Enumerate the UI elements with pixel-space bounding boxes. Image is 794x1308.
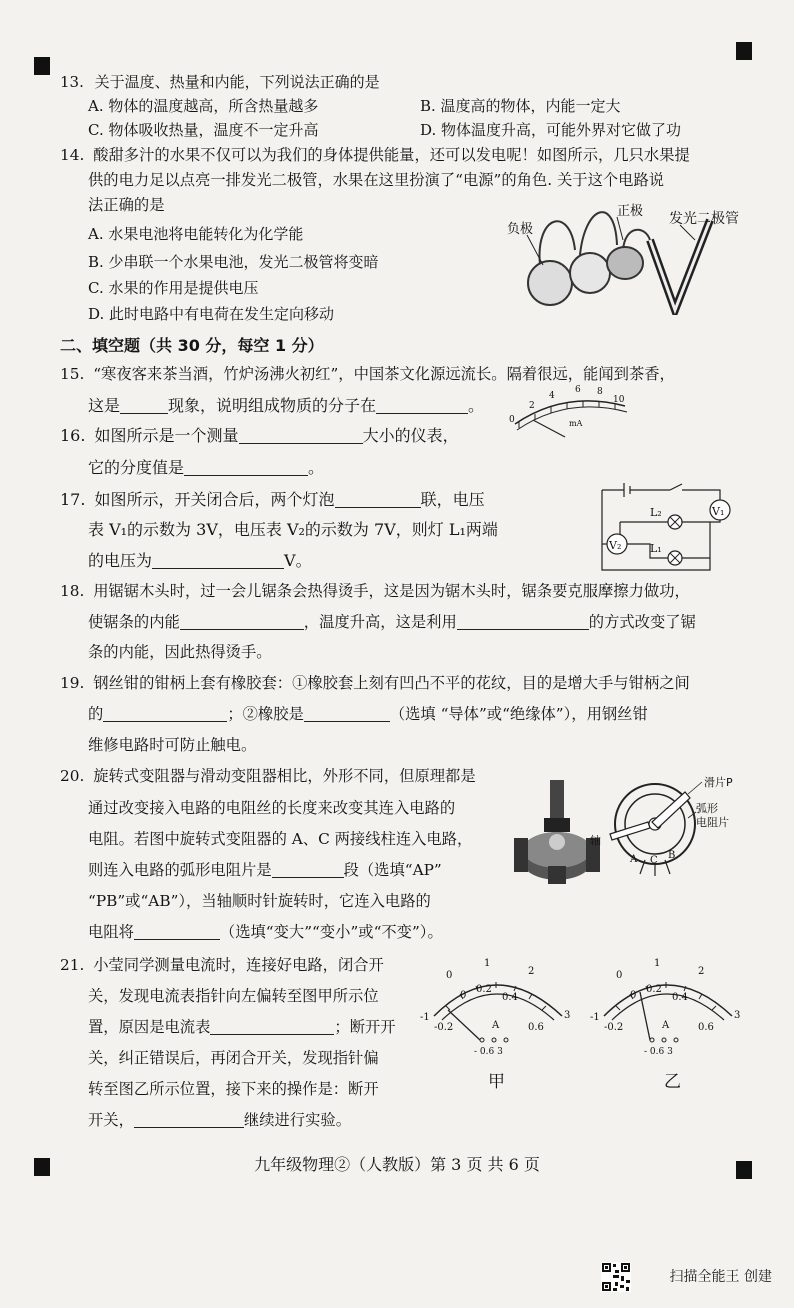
question-20-line2: 通过改变接入电路的电阻丝的长度来改变其连入电路的	[88, 799, 456, 817]
answer-blank[interactable]	[239, 425, 363, 444]
option-a: A. 物体的温度越高，所含热量越多	[88, 97, 319, 115]
fruit-battery-figure	[505, 195, 765, 315]
lamp-l2-label: L₂	[650, 506, 662, 519]
scanner-watermark: 扫描全能王 创建	[669, 1269, 772, 1285]
answer-blank[interactable]	[272, 859, 344, 878]
question-number: 16.	[60, 426, 86, 445]
voltmeter-v1-label: V₁	[712, 505, 725, 518]
tick-inner: 0.4	[672, 992, 688, 1003]
label-arc-line2: 电阻片	[696, 816, 729, 829]
question-number: 13.	[60, 73, 84, 91]
answer-blank[interactable]	[376, 395, 468, 414]
milliammeter-figure	[505, 382, 635, 442]
question-17-line3: 的电压为 V。	[88, 551, 312, 570]
ammeter-yi	[588, 958, 748, 1056]
question-number: 14.	[60, 146, 85, 164]
meter-unit: mA	[569, 419, 583, 428]
tick-outer: 1	[484, 958, 491, 969]
terminal-a: A	[630, 854, 638, 865]
question-20-line6: 电阻将 （选填“变大”“变小”或“不变”）。	[88, 923, 443, 941]
question-21-line4: 关，纠正错误后，再闭合开关，发现指针偏	[88, 1049, 379, 1067]
question-14: 14. 酸甜多汁的水果不仅可以为我们的身体提供能量，还可以发电呢！如图所示，几只水果提	[60, 146, 690, 164]
question-15-line2: 这是 现象，说明组成物质的分子在 。	[88, 396, 485, 415]
question-18-line2: 使锯条的内能 ，温度升高，这是利用 的方式改变了锯	[88, 613, 696, 631]
terminal-labels: - 0.6 3	[474, 1047, 503, 1056]
option-d: D. 物体温度升高，可能外界对它做了功	[420, 121, 682, 139]
tick-outer: 3	[734, 1010, 741, 1021]
tick-outer: 3	[564, 1010, 571, 1021]
tick-outer: -1	[420, 1012, 430, 1023]
rotary-rheostat-photo	[512, 778, 602, 886]
question-number: 21.	[60, 956, 85, 974]
question-17-line2: 表 V₁的示数为 3V，电压表 V₂的示数为 7V，则灯 L₁两端	[88, 520, 498, 539]
label-arc-line1: 弧形	[696, 802, 718, 815]
question-21-line2: 关，发现电流表指针向左偏转至图甲所示位	[88, 987, 379, 1005]
tick-label: 6	[575, 385, 581, 395]
question-number: 19.	[60, 674, 85, 692]
question-18: 18. 用锯锯木头时，过一会儿锯条会热得烫手，这是因为锯木头时，锯条要克服摩擦力做功，	[60, 582, 690, 600]
ammeter-jia	[418, 958, 578, 1056]
question-number: 18.	[60, 582, 85, 600]
section-title: 二、填空题（共 30 分，每空 1 分）	[60, 336, 324, 355]
option-b: B. 少串联一个水果电池，发光二极管将变暗	[88, 253, 379, 271]
caption-jia: 甲	[488, 1072, 505, 1092]
question-number: 15.	[60, 365, 85, 383]
question-16: 16. 如图所示是一个测量 大小的仪表，	[60, 426, 459, 445]
tick-inner: 0.2	[646, 984, 662, 995]
answer-blank[interactable]	[134, 1109, 244, 1128]
question-21-line6: 开关， 继续进行实验。	[88, 1111, 351, 1129]
option-d: D. 此时电路中有电荷在发生定向移动	[88, 305, 335, 323]
tick-outer: 2	[698, 966, 705, 977]
question-16-line2: 它的分度值是 。	[88, 458, 325, 477]
answer-blank[interactable]	[210, 1016, 334, 1035]
tick-inner: 0.2	[476, 984, 492, 995]
tick-inner: 0	[630, 990, 637, 1001]
question-stem: 关于温度、热量和内能，下列说法正确的是	[94, 73, 380, 91]
question-20-line4: 则连入电路的弧形电阻片是 段（选填“AP”	[88, 861, 442, 879]
answer-blank[interactable]	[103, 703, 227, 722]
question-20-line5: “PB”或“AB”），当轴顺时针旋转时，它连入电路的	[88, 892, 431, 910]
tick-label: 8	[597, 387, 603, 397]
question-14-line2: 供的电力足以点亮一排发光二极管，水果在这里扮演了“电源”的角色. 关于这个电路说	[88, 171, 665, 189]
question-21: 21. 小莹同学测量电流时，连接好电路，闭合开	[60, 956, 384, 974]
option-c: C. 物体吸收热量，温度不一定升高	[88, 121, 319, 139]
question-19-line2: 的 ；②橡胶是 （选填 “导体”或“绝缘体”），用钢丝钳	[88, 705, 648, 723]
tick-outer: 0	[446, 970, 453, 981]
option-c: C. 水果的作用是提供电压	[88, 279, 259, 297]
voltmeter-v2-label: V₂	[609, 539, 622, 552]
label-positive-pole: 正极	[617, 204, 644, 219]
qr-code-icon	[601, 1262, 631, 1292]
circuit-diagram	[590, 480, 740, 580]
question-14-line3: 法正确的是	[88, 196, 165, 214]
rotary-rheostat-diagram	[590, 772, 750, 880]
question-21-line3: 置，原因是电流表 ；断开开	[88, 1018, 396, 1036]
answer-blank[interactable]	[134, 921, 220, 940]
tick-inner: 0	[460, 990, 467, 1001]
answer-blank[interactable]	[457, 611, 589, 630]
label-led: 发光二极管	[669, 211, 739, 227]
meter-unit: A	[492, 1020, 500, 1031]
question-21-line5: 转至图乙所示位置，接下来的操作是：断开	[88, 1080, 379, 1098]
tick-outer: -1	[590, 1012, 600, 1023]
tick-outer: 0	[616, 970, 623, 981]
registration-mark-top-right	[736, 42, 752, 60]
answer-blank[interactable]	[152, 550, 284, 569]
tick-inner: 0.6	[698, 1022, 714, 1033]
terminal-labels: - 0.6 3	[644, 1047, 673, 1056]
answer-blank[interactable]	[304, 703, 390, 722]
answer-blank[interactable]	[180, 611, 304, 630]
option-a: A. 水果电池将电能转化为化学能	[88, 225, 304, 243]
terminal-b: B	[668, 850, 676, 861]
answer-blank[interactable]	[120, 395, 168, 414]
tick-label: 0	[509, 415, 515, 425]
question-15: 15. “寒夜客来茶当酒，竹炉汤沸火初红”，中国茶文化源远流长。隔着很远，能闻到茶香，	[60, 365, 675, 383]
question-18-line3: 条的内能，因此热得烫手。	[88, 643, 272, 661]
tick-outer: 2	[528, 966, 535, 977]
meter-unit: A	[662, 1020, 670, 1031]
label-slider-p: 滑片P	[704, 776, 733, 789]
caption-yi: 乙	[664, 1072, 681, 1092]
question-13	[60, 70, 380, 94]
question-19-line3: 维修电路时可防止触电。	[88, 736, 257, 754]
tick-label: 10	[613, 395, 625, 405]
tick-label: 2	[529, 401, 535, 411]
question-number: 17.	[60, 490, 86, 509]
question-20-line3: 电阻。若图中旋转式变阻器的 A、C 两接线柱连入电路，	[88, 830, 473, 848]
question-19: 19. 钢丝钳的钳柄上套有橡胶套：①橡胶套上刻有凹凸不平的花纹，目的是增大手与钳柄之间	[60, 674, 690, 692]
option-b: B. 温度高的物体，内能一定大	[420, 97, 621, 115]
tick-inner: -0.2	[434, 1022, 454, 1033]
question-number: 20.	[60, 767, 85, 785]
tick-label: 4	[549, 391, 555, 401]
tick-outer: 1	[654, 958, 661, 969]
terminal-c: C	[650, 855, 658, 866]
page-footer: 九年级物理②（人教版）第 3 页 共 6 页	[254, 1155, 540, 1174]
registration-mark-top-left	[34, 57, 50, 75]
tick-inner: 0.6	[528, 1022, 544, 1033]
label-axis: 轴	[590, 834, 601, 847]
answer-blank[interactable]	[335, 489, 421, 508]
answer-blank[interactable]	[184, 457, 308, 476]
tick-inner: 0.4	[502, 992, 518, 1003]
label-negative-pole: 负极	[507, 222, 534, 237]
question-17: 17. 如图所示，开关闭合后，两个灯泡 联，电压	[60, 490, 485, 509]
tick-inner: -0.2	[604, 1022, 624, 1033]
lamp-l1-label: L₁	[650, 542, 662, 555]
question-20: 20. 旋转式变阻器与滑动变阻器相比，外形不同，但原理都是	[60, 767, 476, 785]
